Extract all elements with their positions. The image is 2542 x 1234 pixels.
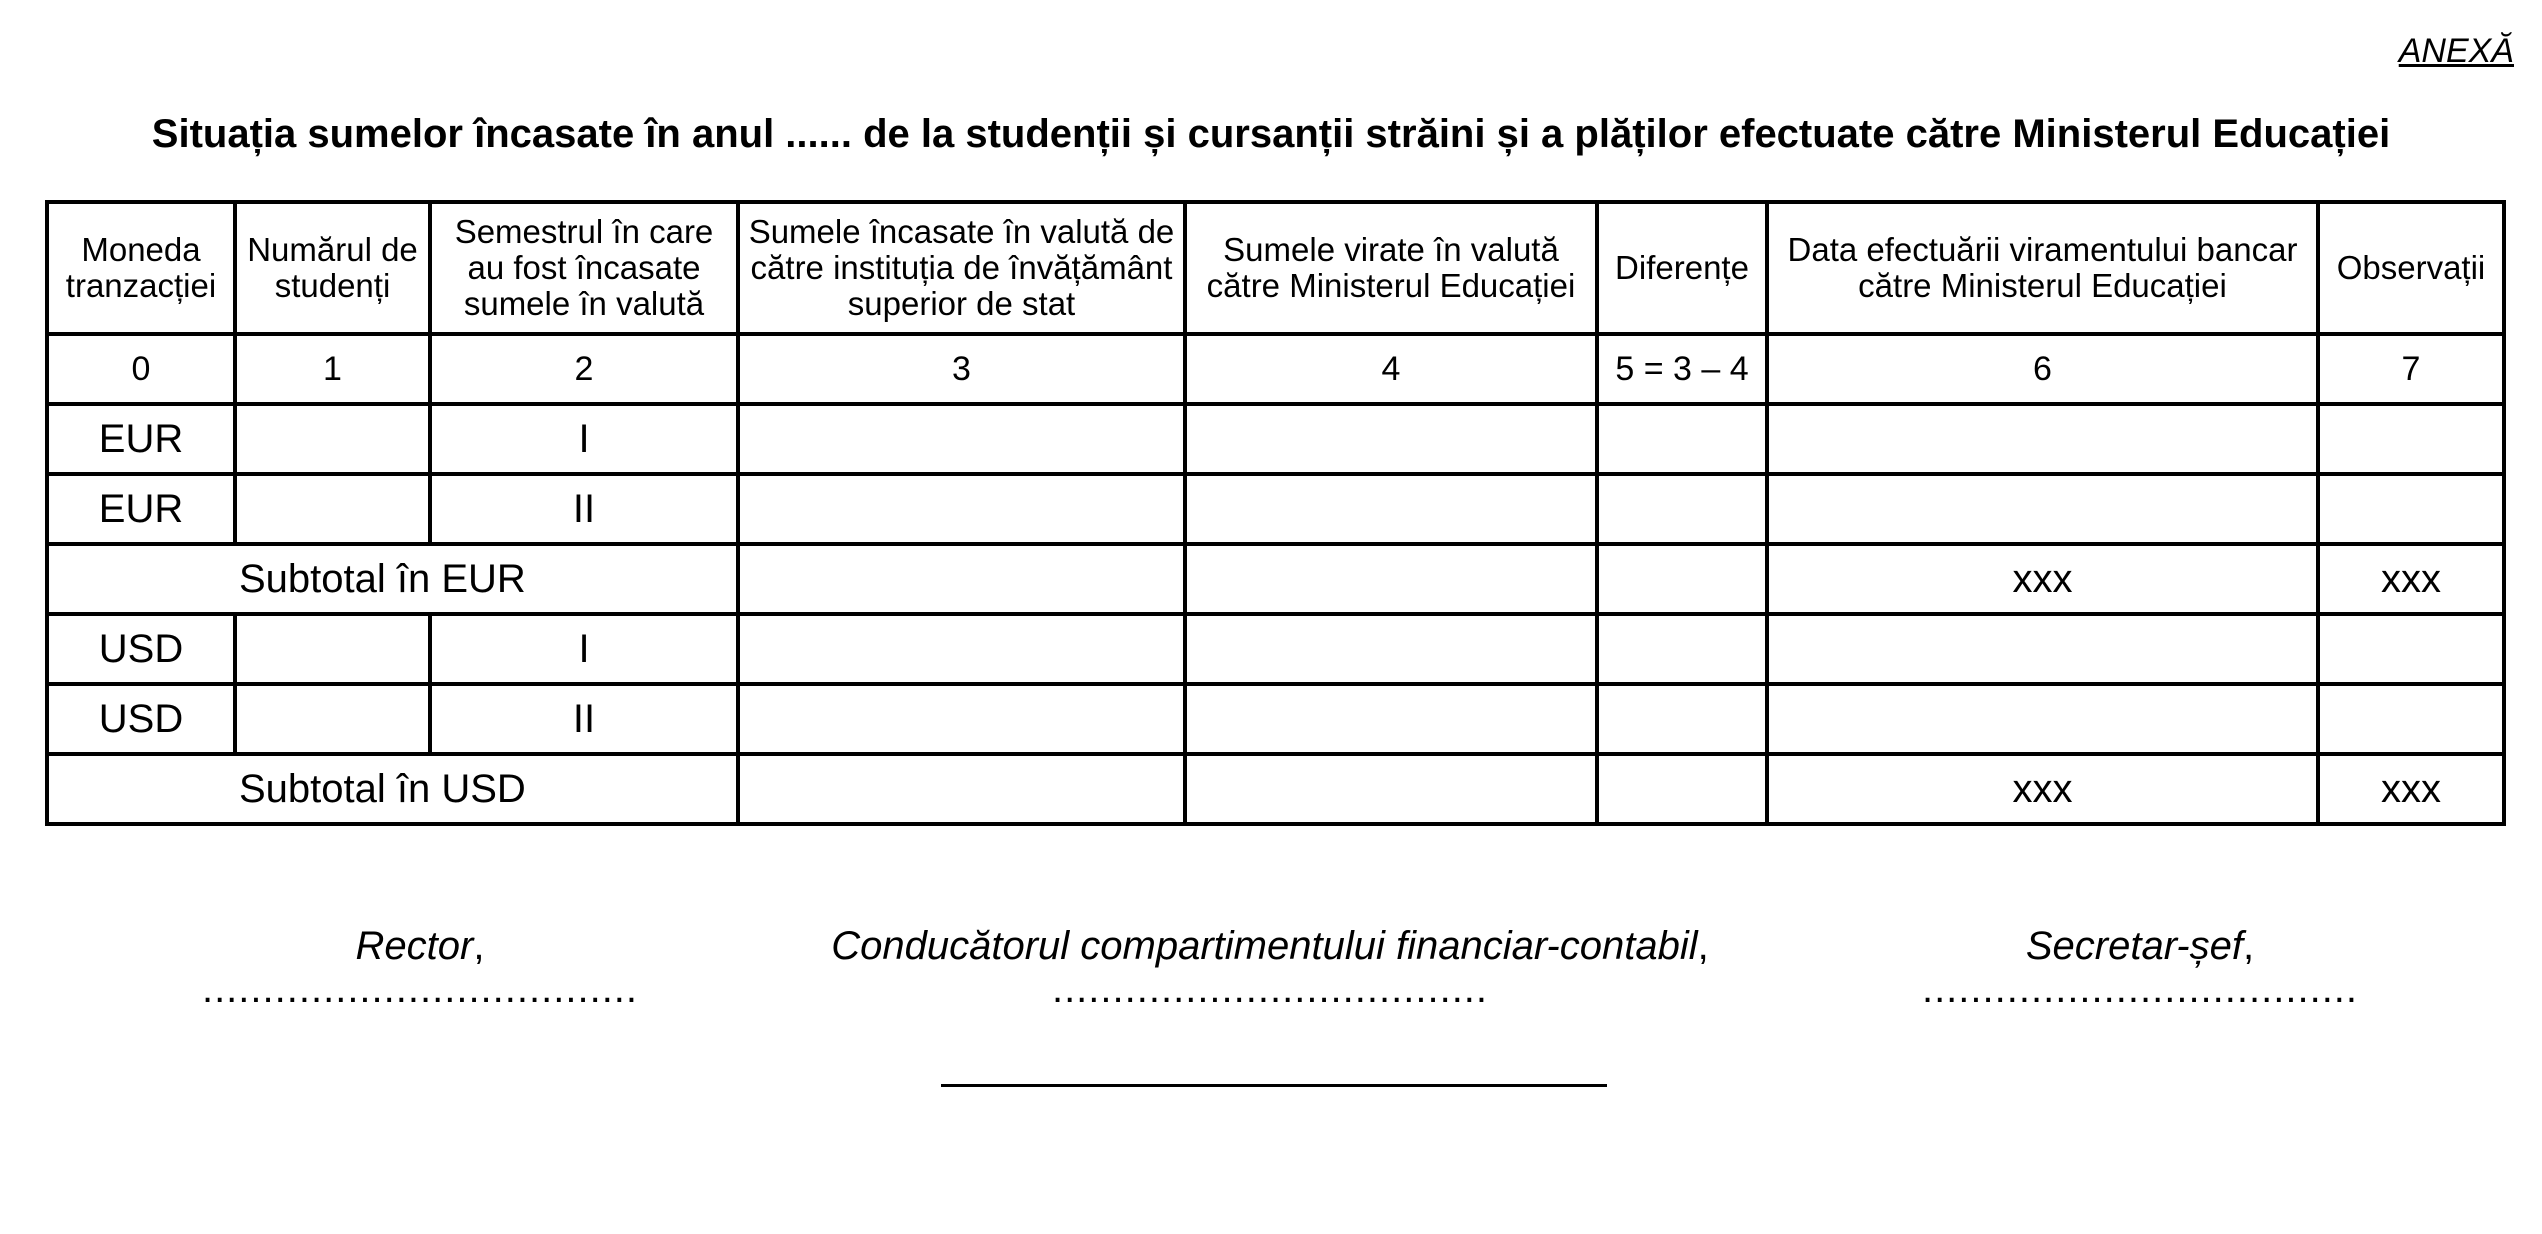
amount-collected-cell[interactable]: [738, 614, 1185, 684]
document-title: Situația sumelor încasate în anul ...... de la studenții și cursanții străini și a plăților efectuate către Ministerul Educației: [151, 112, 2391, 156]
subtotal-label: Subtotal în EUR: [47, 544, 738, 614]
signature-rector: [180, 924, 660, 1009]
differences-cell[interactable]: [1597, 614, 1767, 684]
amount-transferred-cell[interactable]: [1185, 614, 1597, 684]
students-cell[interactable]: [235, 684, 430, 754]
amount-transferred-cell[interactable]: [1185, 404, 1597, 474]
header-currency: Moneda tranzacției: [47, 202, 235, 334]
subtotal-row-usd: [47, 754, 2504, 824]
column-number: 2: [430, 334, 738, 404]
differences-cell[interactable]: [1597, 404, 1767, 474]
signature-line[interactable]: ....................................: [1051, 967, 1489, 1011]
placeholder-cell: xxx: [1767, 544, 2318, 614]
currency-cell: EUR: [47, 474, 235, 544]
currency-cell: USD: [47, 614, 235, 684]
signature-chief-secretary: [1900, 924, 2380, 1009]
column-number: 1: [235, 334, 430, 404]
table-row: [47, 684, 2504, 754]
table-row: [47, 404, 2504, 474]
currency-cell: USD: [47, 684, 235, 754]
transfer-date-cell[interactable]: [1767, 474, 2318, 544]
observations-cell[interactable]: [2318, 684, 2504, 754]
transfer-date-cell[interactable]: [1767, 404, 2318, 474]
header-transfer-date: Data efectuării viramentului bancar către Ministerul Educației: [1767, 202, 2318, 334]
amount-collected-cell[interactable]: [738, 474, 1185, 544]
semester-cell: II: [430, 684, 738, 754]
report-table: [45, 200, 2506, 826]
amount-collected-cell[interactable]: [738, 754, 1185, 824]
signature-role: Secretar-șef: [2025, 924, 2243, 968]
students-cell[interactable]: [235, 474, 430, 544]
signature-role: Rector: [355, 924, 474, 968]
column-number: 7: [2318, 334, 2504, 404]
header-amount-transferred: Sumele virate în valută către Ministerul Educației: [1185, 202, 1597, 334]
header-differences: Diferențe: [1597, 202, 1767, 334]
header-students: Numărul de studenți: [235, 202, 430, 334]
table-row: [47, 614, 2504, 684]
placeholder-cell: xxx: [2318, 754, 2504, 824]
subtotal-label: Subtotal în USD: [47, 754, 738, 824]
observations-cell[interactable]: [2318, 404, 2504, 474]
amount-transferred-cell[interactable]: [1185, 684, 1597, 754]
footer-divider: [941, 1084, 1607, 1087]
signature-comma: ,: [473, 924, 485, 968]
placeholder-cell: xxx: [2318, 544, 2504, 614]
amount-collected-cell[interactable]: [738, 544, 1185, 614]
observations-cell[interactable]: [2318, 614, 2504, 684]
column-number: 4: [1185, 334, 1597, 404]
column-number: 0: [47, 334, 235, 404]
header-row: [47, 202, 2504, 334]
signature-line[interactable]: ....................................: [1921, 967, 2359, 1011]
differences-cell[interactable]: [1597, 544, 1767, 614]
transfer-date-cell[interactable]: [1767, 684, 2318, 754]
column-number: 5 = 3 – 4: [1597, 334, 1767, 404]
header-semester: Semestrul în care au fost încasate sumele în valută: [430, 202, 738, 334]
amount-collected-cell[interactable]: [738, 404, 1185, 474]
subtotal-row-eur: [47, 544, 2504, 614]
column-number-row: [47, 334, 2504, 404]
placeholder-cell: xxx: [1767, 754, 2318, 824]
amount-transferred-cell[interactable]: [1185, 754, 1597, 824]
amount-transferred-cell[interactable]: [1185, 544, 1597, 614]
semester-cell: II: [430, 474, 738, 544]
transfer-date-cell[interactable]: [1767, 614, 2318, 684]
semester-cell: I: [430, 614, 738, 684]
semester-cell: I: [430, 404, 738, 474]
signature-line[interactable]: ....................................: [201, 967, 639, 1011]
column-number: 6: [1767, 334, 2318, 404]
currency-cell: EUR: [47, 404, 235, 474]
annex-label: ANEXĂ: [2398, 32, 2514, 70]
amount-collected-cell[interactable]: [738, 684, 1185, 754]
students-cell[interactable]: [235, 614, 430, 684]
signature-role: Conducătorul compartimentului financiar-contabil: [831, 924, 1698, 968]
differences-cell[interactable]: [1597, 754, 1767, 824]
amount-transferred-cell[interactable]: [1185, 474, 1597, 544]
table-row: [47, 474, 2504, 544]
column-number: 3: [738, 334, 1185, 404]
header-observations: Observații: [2318, 202, 2504, 334]
signature-financial-head: [770, 924, 1770, 1009]
header-amount-collected: Sumele încasate în valută de către instituția de învățământ superior de stat: [738, 202, 1185, 334]
students-cell[interactable]: [235, 404, 430, 474]
observations-cell[interactable]: [2318, 474, 2504, 544]
differences-cell[interactable]: [1597, 684, 1767, 754]
differences-cell[interactable]: [1597, 474, 1767, 544]
signature-comma: ,: [1697, 924, 1709, 968]
signature-comma: ,: [2243, 924, 2255, 968]
